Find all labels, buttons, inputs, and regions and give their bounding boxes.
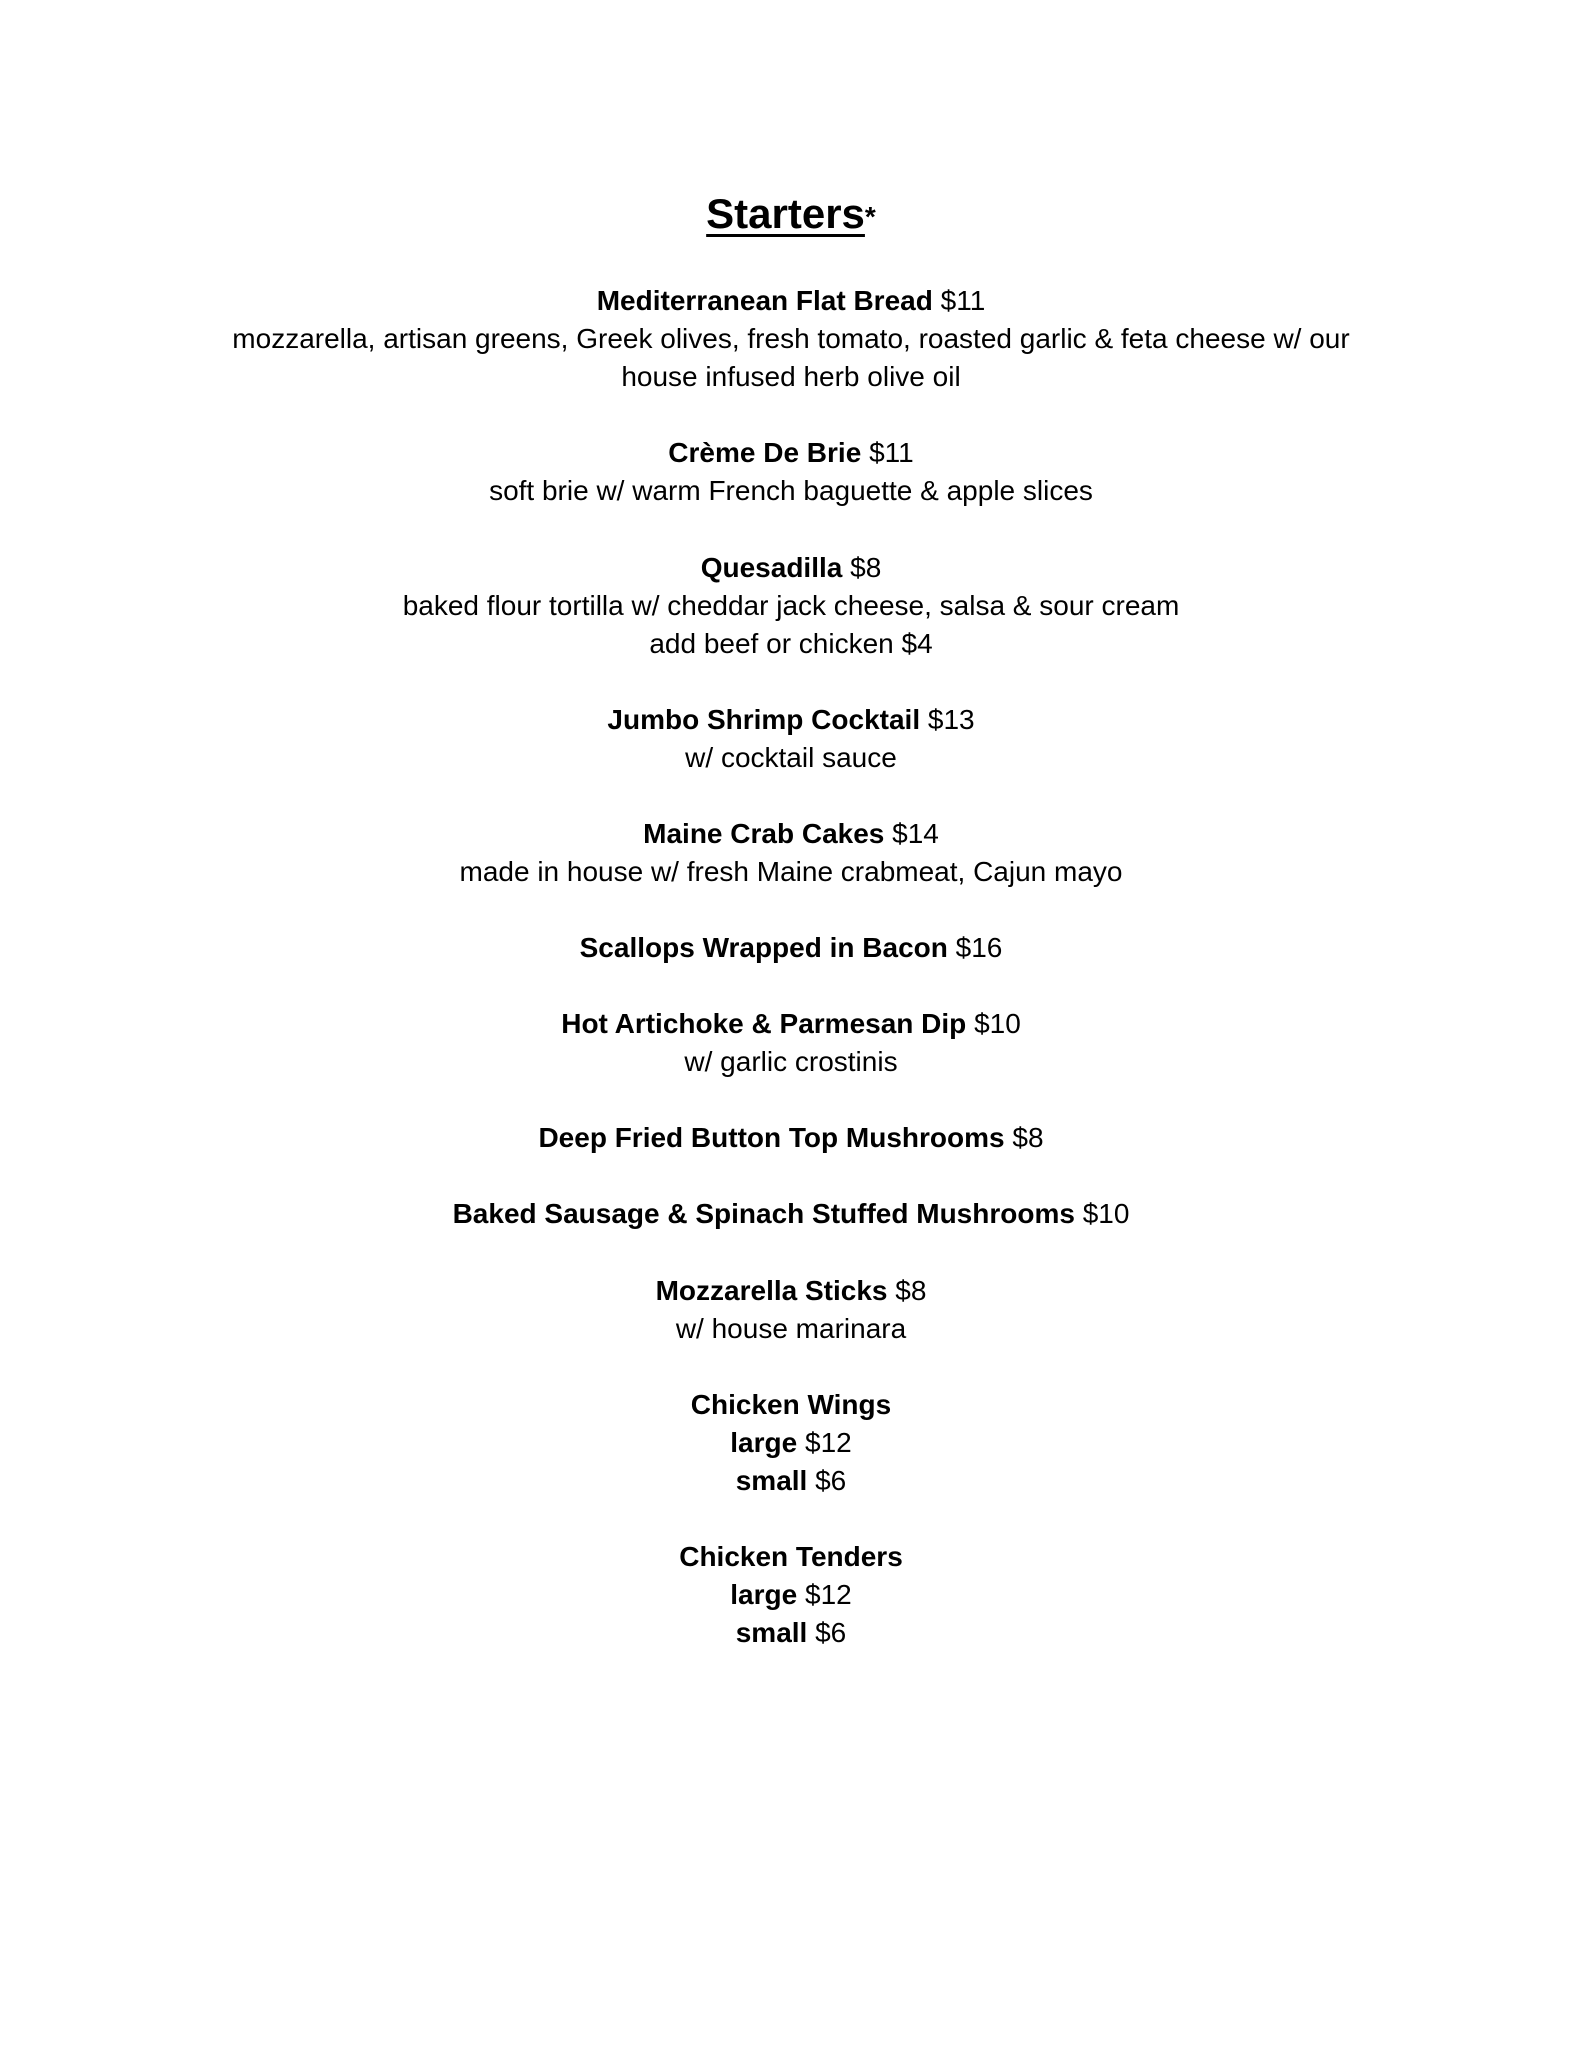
item-name: Deep Fried Button Top Mushrooms	[538, 1122, 1005, 1153]
menu-item-title	[0, 929, 1582, 967]
item-name: Hot Artichoke & Parmesan Dip	[561, 1008, 967, 1039]
item-price: $8	[850, 552, 882, 583]
size-price: $12	[805, 1427, 852, 1458]
menu-item-title	[0, 282, 1582, 320]
item-price: $8	[1012, 1122, 1044, 1153]
item-name: Chicken Wings	[690, 1389, 892, 1420]
size-label: large	[730, 1579, 798, 1610]
item-size-option	[0, 1576, 1582, 1614]
item-price: $11	[869, 437, 914, 468]
menu-item-title	[0, 1195, 1582, 1233]
item-name: Jumbo Shrimp Cocktail	[607, 704, 921, 735]
item-size-option	[0, 1614, 1582, 1652]
item-name: Crème De Brie	[668, 437, 862, 468]
item-name: Quesadilla	[700, 552, 843, 583]
size-label: small	[735, 1617, 808, 1648]
menu-item-title	[0, 434, 1582, 472]
item-description: mozzarella, artisan greens, Greek olives, fresh tomato, roasted garlic & feta cheese w/ our	[232, 323, 1350, 354]
item-description: made in house w/ fresh Maine crabmeat, Cajun mayo	[459, 856, 1123, 887]
item-name: Chicken Tenders	[679, 1541, 903, 1572]
size-price: $6	[815, 1617, 847, 1648]
item-description: baked flour tortilla w/ cheddar jack cheese, salsa & sour cream	[402, 590, 1180, 621]
item-price: $10	[974, 1008, 1021, 1039]
menu-item-title	[0, 1272, 1582, 1310]
item-name: Mozzarella Sticks	[655, 1275, 888, 1306]
item-description: house infused herb olive oil	[621, 361, 961, 392]
item-price: $14	[892, 818, 939, 849]
item-size-option	[0, 1424, 1582, 1462]
menu-item-title	[0, 1538, 1582, 1576]
page-title	[0, 186, 1582, 242]
menu-item-title	[0, 815, 1582, 853]
item-description: w/ house marinara	[675, 1313, 907, 1344]
size-label: large	[730, 1427, 798, 1458]
size-price: $6	[815, 1465, 847, 1496]
menu-item-title	[0, 701, 1582, 739]
menu-item-title	[0, 1005, 1582, 1043]
item-price: $8	[895, 1275, 927, 1306]
menu-item-title	[0, 1386, 1582, 1424]
size-price: $12	[805, 1579, 852, 1610]
item-size-option	[0, 1462, 1582, 1500]
item-name: Baked Sausage & Spinach Stuffed Mushrooms	[452, 1198, 1075, 1229]
item-description: w/ garlic crostinis	[684, 1046, 898, 1077]
item-name: Scallops Wrapped in Bacon	[579, 932, 948, 963]
item-price: $10	[1082, 1198, 1130, 1229]
item-description: add beef or chicken $4	[649, 628, 933, 659]
item-price: $16	[955, 932, 1003, 963]
menu-item-title	[0, 549, 1582, 587]
item-name: Maine Crab Cakes	[643, 818, 885, 849]
size-label: small	[735, 1465, 808, 1496]
item-name: Mediterranean Flat Bread	[596, 285, 933, 316]
page-title-text: Starters	[706, 190, 865, 237]
menu-item-title	[0, 1119, 1582, 1157]
item-description: w/ cocktail sauce	[685, 742, 897, 773]
item-price: $13	[927, 704, 975, 735]
title-asterisk: *	[864, 201, 876, 232]
item-price: $11	[940, 285, 986, 316]
item-description: soft brie w/ warm French baguette & apple slices	[489, 475, 1093, 506]
